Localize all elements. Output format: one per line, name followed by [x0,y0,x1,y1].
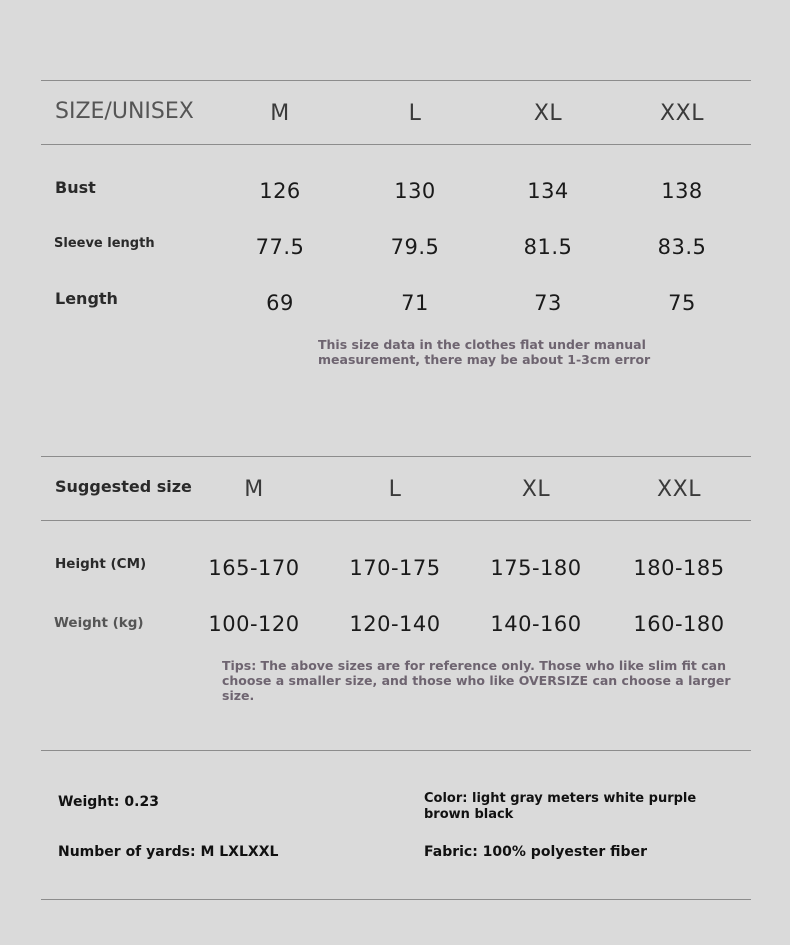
measurement-note: This size data in the clothes flat under manual measurement, there may be about 1-3cm error [318,337,651,367]
divider-suggested-header [41,520,751,521]
size-col-xxl: XXL [660,101,704,126]
product-color: Color: light gray meters white purple brown black [424,791,697,822]
table-cell: 77.5 [255,235,305,259]
suggested-col-xxl: XXL [657,477,701,502]
product-weight: Weight: 0.23 [58,794,159,810]
size-col-l: L [408,101,422,126]
row-label-bust: Bust [55,178,96,197]
table-cell: 120-140 [349,612,441,636]
sizing-tips: Tips: The above sizes are for reference only. Those who like slim fit can choose a smaller size, and those who like OVERSIZE can choose a larger size. [222,658,731,703]
table-cell: 126 [259,179,301,203]
table-cell: 83.5 [657,235,707,259]
table-cell: 170-175 [349,556,441,580]
table-cell: 73 [534,291,562,315]
product-yards: Number of yards: M LXLXXL [58,844,279,860]
row-label-length: Length [55,289,118,308]
product-fabric: Fabric: 100% polyester fiber [424,844,647,860]
table-cell: 130 [394,179,436,203]
table-cell: 165-170 [208,556,300,580]
suggested-header-label: Suggested size [55,477,192,496]
table-cell: 81.5 [523,235,573,259]
table-cell: 140-160 [490,612,582,636]
table-cell: 160-180 [633,612,725,636]
size-table-header-label: SIZE/UNISEX [55,99,194,124]
suggested-col-l: L [388,477,402,502]
suggested-col-m: M [244,477,264,502]
row-label-weight: Weight (kg) [54,615,144,631]
divider-size-header [41,144,751,145]
table-cell: 180-185 [633,556,725,580]
size-col-m: M [270,101,290,126]
size-col-xl: XL [533,101,563,126]
table-cell: 79.5 [390,235,440,259]
table-cell: 175-180 [490,556,582,580]
table-cell: 134 [527,179,569,203]
divider-info-top [41,750,751,751]
table-cell: 69 [266,291,294,315]
divider-suggested-top [41,456,751,457]
divider-top [41,80,751,81]
table-cell: 138 [661,179,703,203]
suggested-col-xl: XL [521,477,551,502]
table-cell: 75 [668,291,696,315]
row-label-height: Height (CM) [55,556,147,572]
divider-bottom [41,899,751,900]
table-cell: 71 [401,291,429,315]
table-cell: 100-120 [208,612,300,636]
row-label-sleeve-length: Sleeve length [54,236,155,251]
